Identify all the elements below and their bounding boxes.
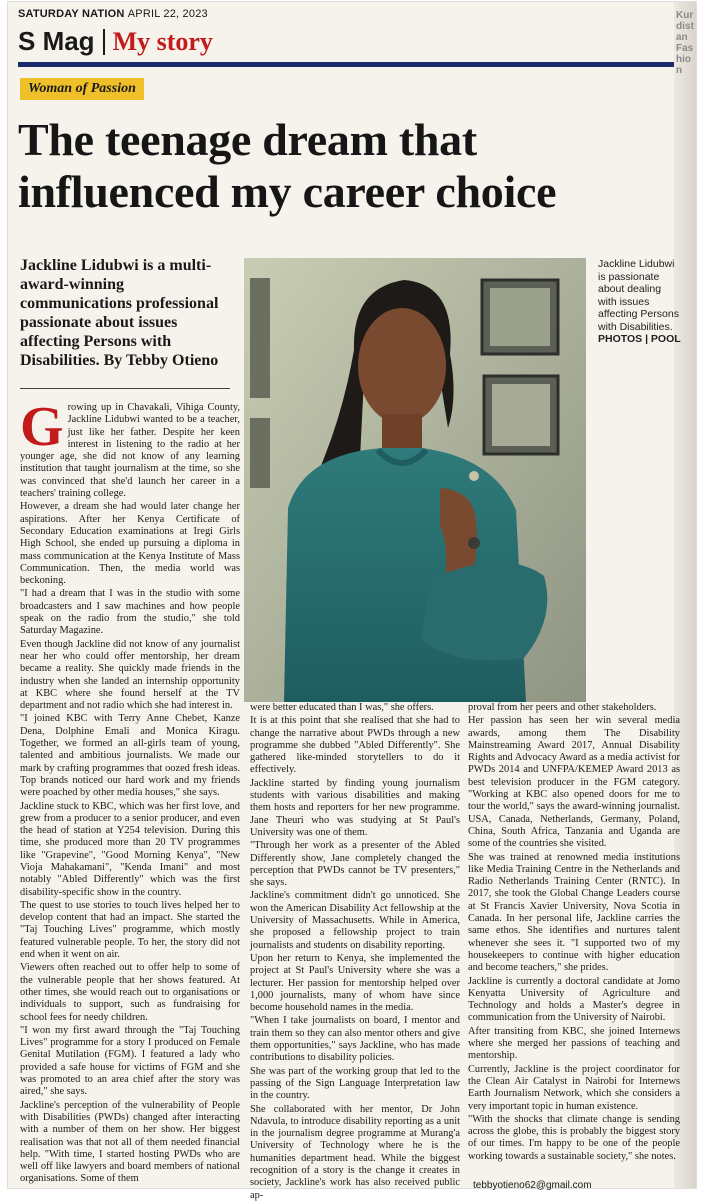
paragraph: She was part of the working group that led to the passing of the Sign Language Interpretation law in the country. bbox=[250, 1065, 460, 1102]
newspaper-page bbox=[8, 2, 696, 1201]
paragraph: were better educated than I was," she offers. bbox=[250, 702, 434, 713]
paragraph: Even though Jackline did not know of any journalist near her who could offer mentorship, her dream became a reality. She quickly made friends in the industry when she landed an internship opportunity at KBC where she found herself at the TV department and not radio which she had interest in. bbox=[20, 638, 240, 712]
paragraph: rowing up in Chavakali, Vihiga County, Jackline Lidubwi wanted to be a teacher, just like her father. Despite her keen interest in listening to the radio at her younger age, she did not know of any learning institution that taught journalism at the time, so she was convinced that she'd launch her career in a teachers' training college. bbox=[20, 402, 240, 500]
headline: The teenage dream that influenced my career choice bbox=[18, 114, 557, 217]
standfirst-rule bbox=[20, 388, 230, 389]
paragraph: "When I take journalists on board, I mentor and train them so they can also mentor others and give them opportunities," says Jackline, who has made contributions to disability policies. bbox=[250, 1015, 460, 1064]
paragraph: Upon her return to Kenya, she implemented the project at St Paul's University where she was a lecturer. Her passion for mentorship helped over 1,000 journalists, many of whom have since become household names in the media. bbox=[250, 952, 460, 1014]
paragraph: "Through her work as a presenter of the Abled Differently show, Jane completely changed the perception that PWDs cannot be TV presenters," she says. bbox=[250, 840, 460, 889]
column-tag: Woman of Passion bbox=[20, 78, 144, 100]
header-rule bbox=[18, 62, 674, 67]
section-header bbox=[18, 26, 213, 57]
paragraph: After transiting from KBC, she joined Internews where she merged her passions of teaching and mentorship. bbox=[468, 1025, 680, 1062]
paragraph: proval from her peers and other stakeholders. bbox=[468, 702, 657, 713]
paragraph: She collaborated with her mentor, Dr John Ndavula, to introduce disability reporting as a unit in the journalism degree programme at Murang'a University of Technology where he is the humanities department head. While the biggest recognition of a story is the change it creates in society, Jackline's work has also received public ap- bbox=[250, 1103, 460, 1201]
section-name: My story bbox=[112, 26, 213, 56]
paragraph: It is at this point that she realised that she had to change the narrative about PWDs through a new programme she dubbed "Abled Differently". She gathered like-minded storytellers to do it effectively. bbox=[250, 715, 460, 776]
section-divider bbox=[103, 29, 105, 55]
photo-credit: PHOTOS | POOL bbox=[598, 333, 681, 345]
photo-caption bbox=[598, 258, 682, 346]
portrait-photo bbox=[244, 258, 586, 702]
masthead bbox=[18, 8, 208, 20]
paragraph: However, a dream she had would later change her aspirations. After her Kenya Certificate of Secondary Education examinations at Iregi Girls High School, she ended up pursuing a diploma in mass communication at the Kenya Institute of Mass Communication. Then, the media world was beckoning. bbox=[20, 501, 240, 587]
paragraph: "With the shocks that climate change is sending across the globe, this is probably the biggest story of our times. I'm happy to be one of the people working towards a sustainable society," she notes. bbox=[468, 1113, 680, 1162]
issue-date: APRIL 22, 2023 bbox=[127, 8, 208, 20]
paragraph: Currently, Jackline is the project coordinator for the Clean Air Catalyst in Nairobi for Internews Earth Journalism Network, which she considers a very important topic in human existence. bbox=[468, 1063, 680, 1112]
paragraph: "I had a dream that I was in the studio with some broadcasters and I saw machines and how people speak on the radio from the studio," she told Saturday Magazine. bbox=[20, 588, 240, 637]
portrait-illustration bbox=[244, 258, 586, 702]
article-column-3 bbox=[468, 702, 680, 1164]
paragraph: "I won my first award through the "Taj Touching Lives" programme for a story I produced on Female Genital Mutilation (FGM). I featured a lady who provided a safe house for victims of FGM and she was promoted to an area chief after the story was aired," she says. bbox=[20, 1024, 240, 1098]
caption-text: Jackline Lidubwi is passionate about dealing with issues affecting Persons with Disabilities. bbox=[598, 258, 679, 333]
paragraph: Jackline stuck to KBC, which was her first love, and grew from a producer to a senior producer, and even the head of station at Y254 television. During this time, she produced more than 20 TV programmes like "Grapevine", "Good Morning Kenya", "New Vioja Mahakamani", "Kenda Imani" and most notably "Abled Differently" which was the first disability-specific show in the country. bbox=[20, 800, 240, 898]
section-brand: S Mag bbox=[18, 26, 95, 56]
article-column-1 bbox=[20, 396, 240, 1187]
paragraph: The quest to use stories to touch lives helped her to develop content that had an impact. She started the "Taj Touching Lives" programme, which mostly featured vulnerable people. To her, the story did not end when it went on air. bbox=[20, 899, 240, 961]
paragraph: Jackline is currently a doctoral candidate at Jomo Kenyatta University of Agriculture and Technology and holds a Master's degree in communication from the University of Nairobi. bbox=[468, 975, 680, 1024]
paragraph: Jackline started by finding young journalism students with various disabilities and making them hosts and reporters for her new programme. Jane Theuri who was studying at St Paul's University was one of them. bbox=[250, 777, 460, 838]
adjacent-page-text: Kurdistan Fashion bbox=[676, 10, 694, 76]
author-email: tebbyotieno62@gmail.com bbox=[473, 1180, 592, 1191]
paragraph: Jackline's perception of the vulnerability of People with Disabilities (PWDs) changed after interacting with a number of them on her show. Her biggest realisation was that not all of them needed financial help. "With time, I started hosting PWDs who are well off like lawyers and board members of national organisations. Some of them bbox=[20, 1099, 240, 1185]
paragraph: Viewers often reached out to offer help to some of the vulnerable people that her shows featured. At other times, she would reach out to organisations or individuals to support, such as fundraising for school fees for needy children. bbox=[20, 962, 240, 1023]
paragraph: She was trained at renowned media institutions like Media Training Centre in the Netherlands and Radio Netherlands Training Center (RNTC). In 2017, she took the Global Change Leaders course at St Francis Xavier University, Nova Scotia in Canada. In her personal life, Jackline carries the same ethos. She identifies and nurtures talent whenever she sees it. "I supported two of my housekeepers to continue with higher education and become teachers," she prides. bbox=[468, 851, 680, 974]
paragraph: "I joined KBC with Terry Anne Chebet, Kanze Dena, Dolphine Emali and Monica Kiragu. Together, we formed an all-girls team of young, talented and ambitious journalists. We made our mark by crafting programmes that oozed fresh ideas. Top brands noticed our hard work and my friends were poached by other media houses," she says. bbox=[20, 713, 240, 799]
paragraph: Jackline's commitment didn't go unnoticed. She won the American Disability Act fellowship at the University of Massachusetts. While in America, she proposed a fellowship project to train journalists and students on disability reporting. bbox=[250, 890, 460, 951]
drop-cap: G bbox=[20, 396, 64, 458]
article-column-2 bbox=[250, 702, 460, 1203]
paper-name: SATURDAY NATION bbox=[18, 8, 125, 20]
standfirst: Jackline Lidubwi is a multi-award-winning communications professional passionate about issues affecting Persons with Disabilities. By Tebby Otieno bbox=[20, 257, 219, 369]
paragraph: Her passion has seen her win several media awards, among them The Disability Mainstreaming Award 2017, Annual Disability Rights and Advocacy Award as a media activist for PWDs 2014 and UNFPA/KEMEP Award 2013 as best television producer in the FGM category. "Working at KBC also opened doors for me to tour the world," says the award-winning journalist. USA, Canada, Netherlands, Germany, Poland, China, South Africa, Tanzania and Uganda are some of the countries she visited. bbox=[468, 715, 680, 850]
